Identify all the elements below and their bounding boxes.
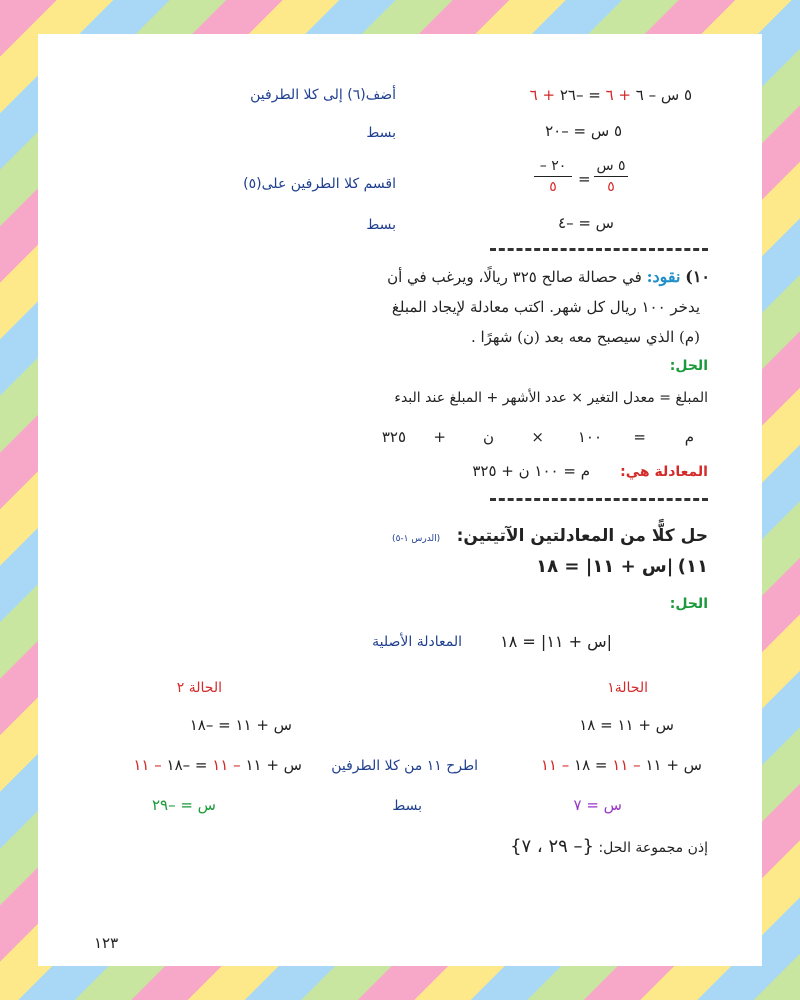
- step-equation: [530, 86, 692, 104]
- symbol-equals: =: [633, 428, 646, 446]
- case2-title: الحالة ٢: [176, 680, 222, 696]
- symbol-100: ١٠٠: [577, 428, 602, 446]
- answer-label: المعادلة هي:: [620, 464, 708, 480]
- simplify-note: بسط: [392, 798, 422, 814]
- case1-step: [541, 756, 702, 774]
- question-text: (م) الذي سيصبح معه بعد (ن) شهرًا .: [470, 328, 700, 346]
- subtracted-term: – ١١: [212, 756, 241, 774]
- case2-result: س = –٢٩: [151, 796, 216, 814]
- equation-text: س + ١١: [240, 756, 302, 774]
- question-text: في حصالة صالح ٣٢٥ ريالًا، ويرغب في أن: [387, 268, 642, 286]
- solution-set-label: إذن مجموعة الحل:: [598, 840, 708, 856]
- equals-sign: =: [578, 170, 591, 188]
- equation-text: = –١٨: [161, 756, 213, 774]
- question-text: يدخر ١٠٠ ريال كل شهر. اكتب معادلة لإيجاد المبلغ: [391, 298, 700, 316]
- question-equation: |س + ١١| = ١٨: [536, 556, 674, 577]
- step-note: بسط: [366, 125, 396, 141]
- question-number: ١٠): [685, 267, 710, 286]
- case1-result: س = ٧: [573, 796, 622, 814]
- step-equation: س = –٤: [558, 214, 614, 232]
- equation-text: = ١٨: [569, 756, 613, 774]
- divider: [490, 248, 708, 251]
- subtracted-term: – ١١: [612, 756, 641, 774]
- original-equation-label: المعادلة الأصلية: [372, 634, 462, 650]
- solution-set: [510, 836, 708, 857]
- question-label: نقود:: [646, 267, 681, 286]
- answer-equation: م = ١٠٠ ن + ٣٢٥: [472, 462, 590, 480]
- case1-equation: س + ١١ = ١٨: [579, 716, 674, 734]
- fraction-left: ٥ س ٥: [594, 158, 628, 195]
- fraction-right: – ٢٠ ٥: [534, 158, 572, 195]
- solution-set-values: {– ٢٩ ، ٧}: [510, 836, 594, 857]
- step-note: أضف(٦) إلى كلا الطرفين: [250, 87, 396, 103]
- heading-text: حل كلًّا من المعادلتين الآتيتين:: [456, 526, 708, 546]
- lesson-reference: (الدرس ١-٥): [392, 534, 441, 544]
- page-number: ١٢٣: [94, 934, 119, 952]
- added-term: + ٦: [605, 86, 631, 104]
- original-equation: |س + ١١| = ١٨: [500, 632, 612, 651]
- solution-label: الحل:: [669, 358, 708, 374]
- equation-text: = –٢٦: [555, 86, 606, 104]
- subtracted-term: – ١١: [133, 756, 162, 774]
- subtracted-term: – ١١: [540, 756, 570, 774]
- case2-equation: س + ١١ = –١٨: [189, 716, 292, 734]
- question-number: ١١): [677, 556, 708, 577]
- equation-text: ٥ س – ٦: [630, 86, 692, 104]
- question-11: [536, 556, 708, 577]
- question-10: [387, 262, 710, 292]
- step-note: بسط: [366, 217, 396, 233]
- equation-text: س + ١١: [640, 756, 702, 774]
- solution-label: الحل:: [669, 596, 708, 612]
- step-note: اطرح ١١ من كلا الطرفين: [331, 758, 478, 774]
- page: [38, 34, 762, 966]
- case1-title: الحالة١: [607, 680, 648, 696]
- symbol-times: ×: [531, 428, 544, 446]
- symbol-m: م: [684, 428, 694, 446]
- verbal-equation: المبلغ = معدل التغير × عدد الأشهر + المبلغ عند البدء: [394, 390, 708, 406]
- step-note: اقسم كلا الطرفين على(٥): [243, 176, 396, 192]
- divider: [490, 498, 708, 501]
- symbol-325: ٣٢٥: [381, 428, 406, 446]
- symbol-plus: +: [433, 428, 446, 446]
- exercise-heading: [392, 526, 708, 546]
- added-term: + ٦: [529, 86, 556, 104]
- step-equation: ٥ س = –٢٠: [545, 122, 622, 140]
- symbol-n: ن: [482, 428, 494, 446]
- case2-step: [133, 756, 302, 774]
